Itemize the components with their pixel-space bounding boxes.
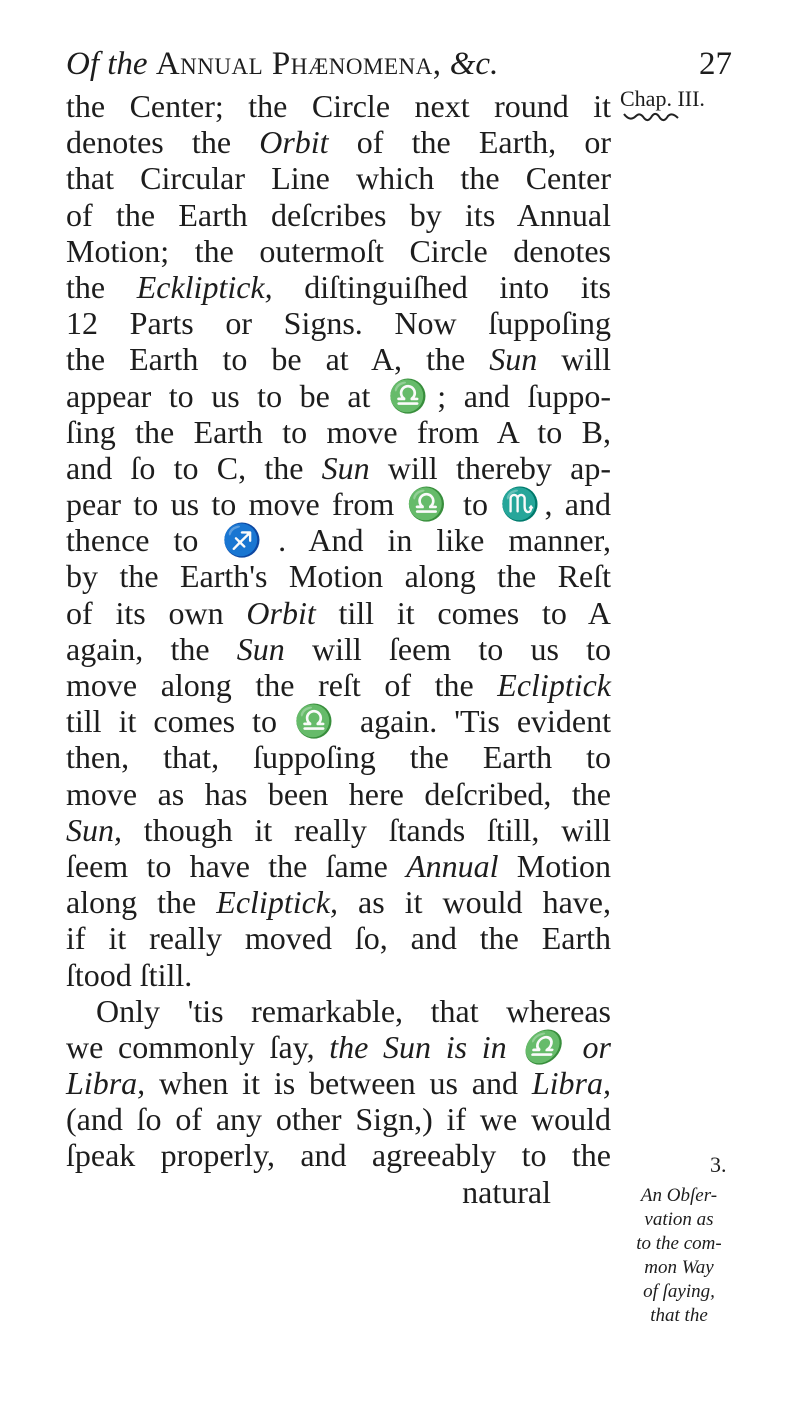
text-line: the Eckliptick, diſtinguiſhed into its (66, 268, 612, 305)
text-line: of the Earth deſcribes by its Annual (66, 196, 611, 233)
text-line: the Center; the Circle next round it (66, 88, 611, 124)
running-header (66, 44, 732, 84)
text-line: we commonly ſay, the Sun is in ♎ or (66, 1028, 612, 1065)
text-line: till it comes to ♎ again. 'Tis evident (66, 703, 611, 740)
text-line: 12 Parts or Signs. Now ſuppoſing (66, 305, 611, 342)
text-line: the Earth to be at A, the Sun will (66, 341, 612, 378)
page-number: 27 (699, 46, 732, 82)
text-line: move along the reſt of the Ecliptick (66, 667, 611, 703)
margin-note-line: mon Way (644, 1257, 714, 1278)
body-text (66, 88, 611, 1210)
text-line: pear to us to move from ♎ to ♏, and (66, 486, 611, 523)
text-line: move as has been here deſcribed, the (66, 775, 611, 812)
text-line: thence to ♐. And in like manner, (66, 522, 611, 559)
text-line: then, that, ſuppoſing the Earth to (66, 739, 611, 776)
text-line: ſing the Earth to move from A to B, (66, 413, 611, 450)
header-of-the: Of the (66, 46, 148, 82)
text-line: that Circular Line which the Center (66, 160, 611, 197)
text-line: ſpeak properly, and agreeably to the (66, 1137, 611, 1174)
text-line: Only 'tis remarkable, that whereas (96, 992, 611, 1029)
text-line: denotes the Orbit of the Earth, or (66, 124, 612, 161)
text-line: again, the Sun will ſeem to us to (66, 630, 612, 667)
text-line: Motion; the outermoſt Circle denotes (66, 232, 611, 269)
text-line: and ſo to C, the Sun will thereby ap- (66, 449, 612, 486)
header-etc: &c. (449, 46, 499, 82)
margin-note-line: vation as (644, 1209, 714, 1230)
margin-note-line: An Obſer- (640, 1185, 718, 1206)
text-line: by the Earth's Motion along the Reſt (66, 558, 611, 595)
margin-note-line: that the (650, 1305, 708, 1326)
text-line: appear to us to be at ♎; and ſuppo- (66, 377, 611, 414)
text-line: ſtood ſtill. (66, 956, 193, 993)
margin-note (624, 1184, 734, 1328)
text-line: Sun, though it really ſtands ſtill, will (66, 811, 611, 848)
header-title: Annual Phænomena, (155, 46, 442, 82)
ornament-swirl-icon (622, 110, 682, 124)
section-number: 3. (710, 1152, 727, 1177)
chapter-marker: Chap. III. (620, 86, 705, 111)
margin-note-line: of ſaying, (643, 1281, 715, 1302)
text-line: (and ſo of any other Sign,) if we would (66, 1101, 611, 1138)
catchword: natural (462, 1173, 551, 1210)
text-line: of its own Orbit till it comes to A (66, 594, 612, 631)
text-line: if it really moved ſo, and the Earth (66, 920, 611, 957)
text-line: along the Ecliptick, as it would have, (66, 884, 612, 921)
text-line: ſeem to have the ſame Annual Motion (66, 847, 612, 884)
margin-note-line: to the com- (636, 1233, 722, 1254)
text-line: Libra, when it is between us and Libra, (66, 1065, 611, 1102)
